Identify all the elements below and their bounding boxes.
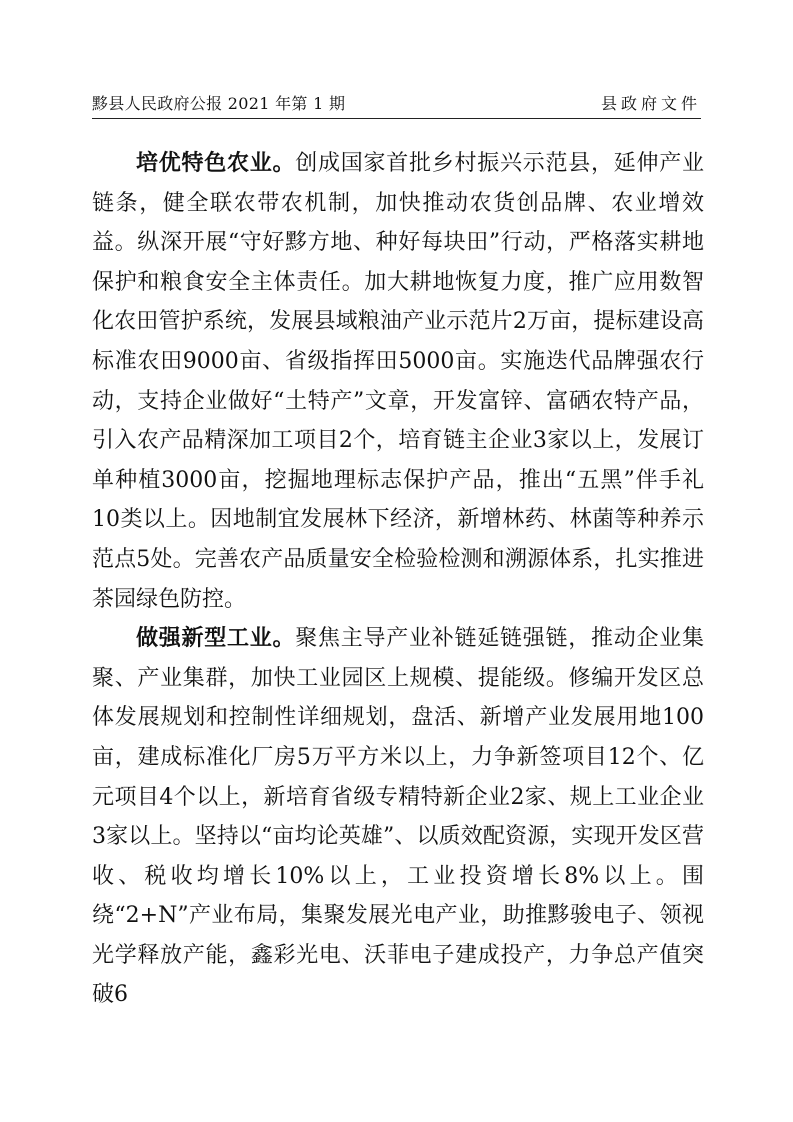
paragraph-industry xyxy=(92,619,704,1015)
document-body xyxy=(92,144,704,1015)
publication-title: 黟县人民政府公报 2021 年第 1 期 xyxy=(92,94,346,113)
paragraph-agriculture xyxy=(92,144,704,619)
paragraph-text: 聚焦主导产业补链延链强链，推动企业集聚、产业集群，加快工业园区上规模、提能级。修编开发区总体发展规划和控制性详细规划，盘活、新增产业发展用地100亩，建成标准化厂房5万平方米以上，力争新签项目12个、亿元项目4个以上，新培育省级专精特新企业2家、规上工业企业3家以上。坚持以“亩均论英雄”、以质效配资源，实现开发区营收、税收均增长10%以上，工业投资增长8%以上。围绕“2+N”产业布局，集聚发展光电产业，助推黟骏电子、领视光学释放产能，鑫彩光电、沃菲电子建成投产，力争总产值突破6 xyxy=(92,626,704,1008)
paragraph-heading: 培优特色农业。 xyxy=(136,150,296,176)
page-header xyxy=(92,86,701,119)
paragraph-text: 创成国家首批乡村振兴示范县，延伸产业链条，健全联农带农机制，加快推动农货创品牌、农业增效益。纵深开展“守好黟方地、种好每块田”行动，严格落实耕地保护和粮食安全主体责任。加大耕地恢复力度，推广应用数智化农田管护系统，发展县域粮油产业示范片2万亩，提标建设高标准农田9000亩、省级指挥田5000亩。实施迭代品牌强农行动，支持企业做好“土特产”文章，开发富锌、富硒农特产品，引入农产品精深加工项目2个，培育链主企业3家以上，发展订单种植3000亩，挖掘地理标志保护产品，推出“五黑”伴手礼10类以上。因地制宜发展林下经济，新增林药、林菌等种养示范点5处。完善农产品质量安全检验检测和溯源体系，扎实推进茶园绿色防控。 xyxy=(92,151,704,612)
section-title: 县政府文件 xyxy=(600,94,701,113)
paragraph-heading: 做强新型工业。 xyxy=(136,625,296,652)
